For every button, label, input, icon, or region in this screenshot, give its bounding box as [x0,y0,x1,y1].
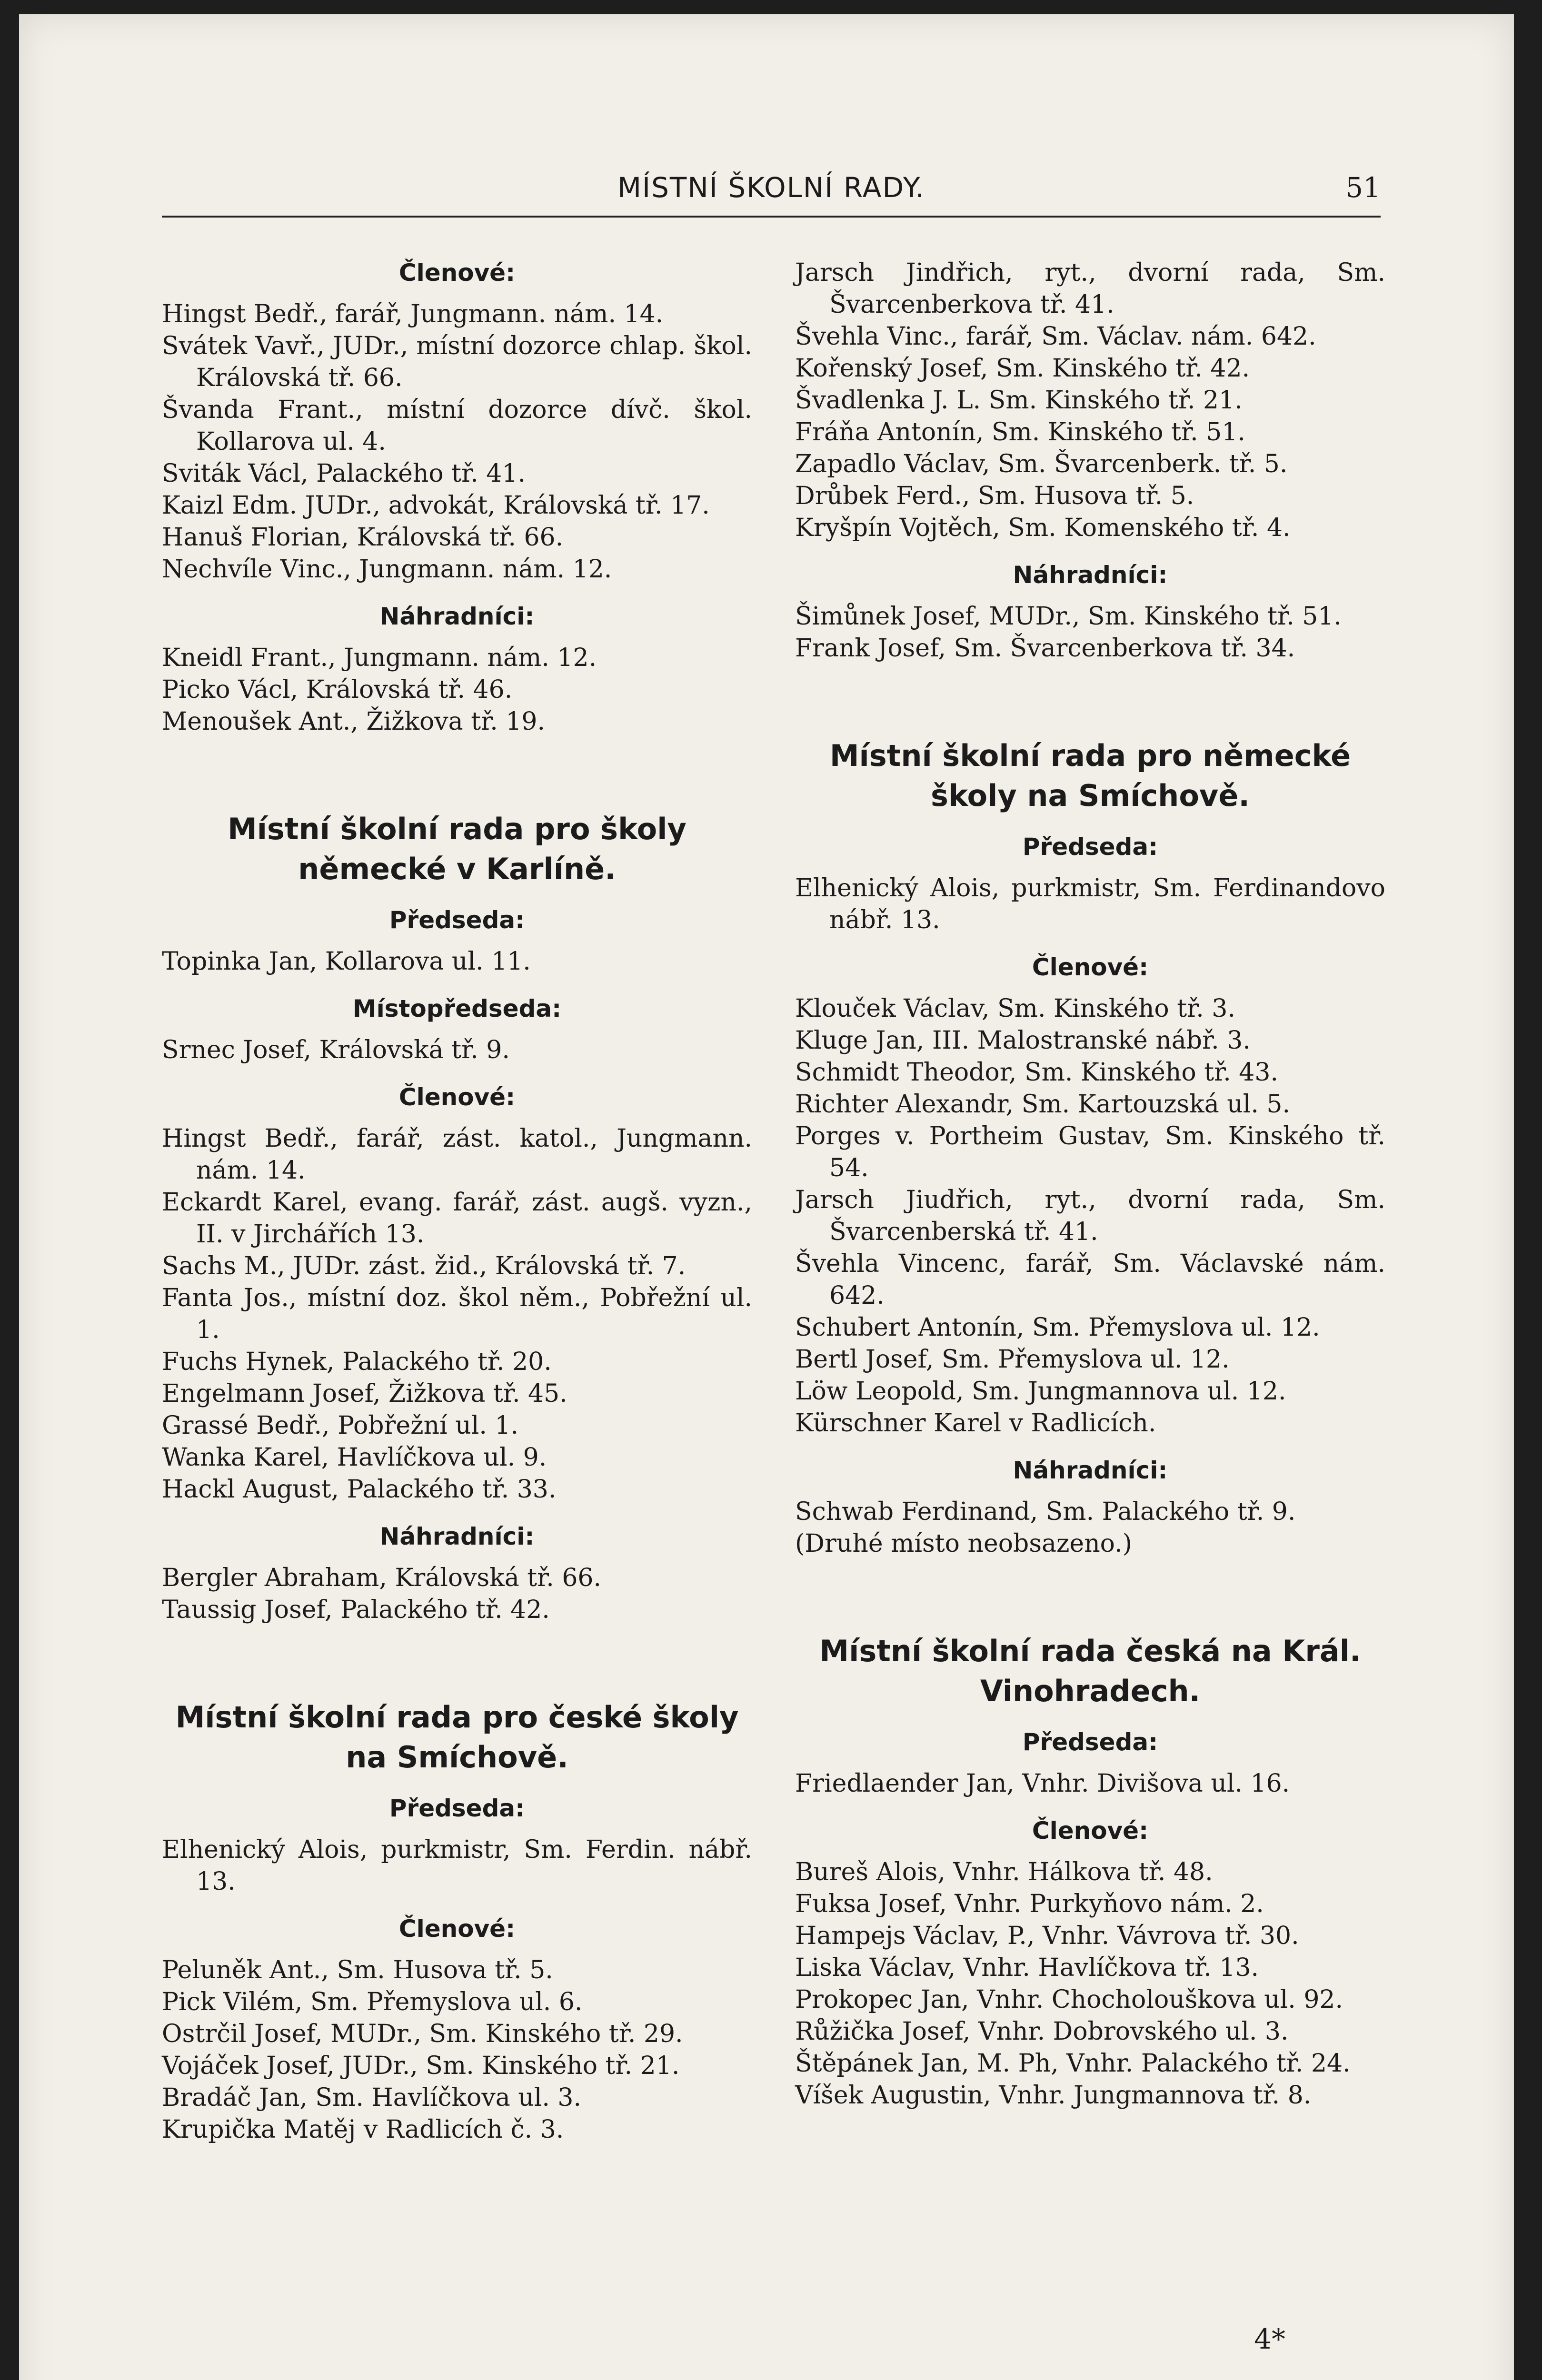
left-block-1 [162,257,752,738]
section-title: Místní školní rada pro české školy na Smíchově. [175,1700,739,1775]
list-item: Sachs M., JUDr. zást. žid., Královská tř. 7. [162,1252,686,1280]
list-item: Bureš Alois, Vnhr. Hálkova tř. 48. [795,1858,1213,1886]
left-block-3 [162,1697,752,2146]
list-item: Grassé Bedř., Pobřežní ul. 1. [162,1411,519,1440]
list-item: Hampejs Václav, P., Vnhr. Vávrova tř. 30. [795,1922,1299,1950]
section-title: Místní školní rada česká na Král. Vinohradech. [819,1634,1361,1708]
list-item: Fuksa Josef, Vnhr. Purkyňovo nám. 2. [795,1890,1264,1918]
list-item: Eckardt Karel, evang. farář, zást. augš. vyzn., II. v Jirchářích 13. [162,1188,752,1249]
list-item: Schmidt Theodor, Sm. Kinského tř. 43. [795,1058,1278,1087]
list-item: Hingst Bedř., farář, zást. katol., Jungmann. nám. 14. [162,1124,752,1185]
list-item: Menoušek Ant., Žižkova tř. 19. [162,707,546,736]
members-heading: Členové: [398,1083,516,1111]
list-item: Kneidl Frant., Jungmann. nám. 12. [162,644,597,672]
right-block-3 [795,1631,1385,2112]
right-block-1 [795,257,1385,664]
vice-chair-heading: Místopředseda: [352,995,562,1022]
list-item: Porges v. Portheim Gustav, Sm. Kinského tř. 54. [795,1122,1385,1182]
list-item: Svátek Vavř., JUDr., místní dozorce chlap. škol. Královská tř. 66. [162,332,752,392]
header-rule [162,216,1381,218]
list-item: Schubert Antonín, Sm. Přemyslova ul. 12. [795,1313,1320,1342]
page-header-title: MÍSTNÍ ŠKOLNÍ RADY. [617,171,925,204]
list-item: Jarsch Jiudřich, ryt., dvorní rada, Sm. Švarcenberská tř. 41. [795,1186,1385,1246]
list-item: Fráňa Antonín, Sm. Kinského tř. 51. [795,418,1245,446]
list-item: Kaizl Edm. JUDr., advokát, Královská tř. 17. [162,491,710,520]
book-page [19,14,1514,2380]
list-item: Pick Vilém, Sm. Přemyslova ul. 6. [162,1988,583,2016]
chair-heading: Předseda: [389,1795,525,1822]
list-item: Elhenický Alois, purkmistr, Sm. Ferdin. nábř. 13. [162,1835,752,1896]
list-item: Elhenický Alois, purkmistr, Sm. Ferdinandovo nábř. 13. [795,874,1385,934]
list-item: Srnec Josef, Královská tř. 9. [162,1036,510,1064]
list-item: Kürschner Karel v Radlicích. [795,1409,1156,1438]
list-item: Hanuš Florian, Královská tř. 66. [162,523,564,552]
signature-mark: 4* [1254,2323,1285,2355]
list-item: Friedlaender Jan, Vnhr. Divišova ul. 16. [795,1769,1290,1798]
list-item: Jarsch Jindřich, ryt., dvorní rada, Sm. Švarcenberkova tř. 41. [795,258,1385,319]
list-item: Vojáček Josef, JUDr., Sm. Kinského tř. 21. [162,2052,680,2080]
list-item: Švanda Frant., místní dozorce dívč. škol. Kollarova ul. 4. [162,396,752,456]
chair-heading: Předseda: [389,906,525,934]
list-item: Richter Alexandr, Sm. Kartouzská ul. 5. [795,1090,1291,1119]
left-column [162,257,752,2146]
list-item: Wanka Karel, Havlíčkova ul. 9. [162,1443,547,1472]
list-item: Schwab Ferdinand, Sm. Palackého tř. 9. [795,1497,1296,1526]
page-number: 51 [1345,171,1381,204]
substitutes-heading: Náhradníci: [1013,1457,1168,1484]
list-item: Švehla Vinc., farář, Sm. Václav. nám. 642. [795,322,1316,351]
list-item: Hackl August, Palackého tř. 33. [162,1475,557,1504]
list-item: Topinka Jan, Kollarova ul. 11. [162,947,531,976]
chair-heading: Předseda: [1022,833,1158,861]
running-head [162,164,1381,221]
list-item: (Druhé místo neobsazeno.) [795,1529,1132,1558]
left-block-2 [162,809,752,1626]
list-item: Ostrčil Josef, MUDr., Sm. Kinského tř. 29. [162,2020,683,2048]
list-item: Fuchs Hynek, Palackého tř. 20. [162,1348,552,1376]
list-item: Švehla Vincenc, farář, Sm. Václavské nám. 642. [795,1250,1385,1310]
list-item: Peluněk Ant., Sm. Husova tř. 5. [162,1956,553,1984]
list-item: Štěpánek Jan, M. Ph, Vnhr. Palackého tř. 24. [795,2049,1351,2078]
list-item: Víšek Augustin, Vnhr. Jungmannova tř. 8. [795,2081,1312,2110]
list-item: Kryšpín Vojtěch, Sm. Komenského tř. 4. [795,514,1291,542]
list-item: Krupička Matěj v Radlicích č. 3. [162,2115,564,2144]
list-item: Liska Václav, Vnhr. Havlíčkova tř. 13. [795,1954,1259,1982]
right-block-2 [795,736,1385,1560]
list-item: Bradáč Jan, Sm. Havlíčkova ul. 3. [162,2083,582,2112]
list-item: Švadlenka J. L. Sm. Kinského tř. 21. [795,386,1243,415]
list-item: Hingst Bedř., farář, Jungmann. nám. 14. [162,300,664,328]
list-item: Bertl Josef, Sm. Přemyslova ul. 12. [795,1345,1230,1374]
members-heading: Členové: [398,1915,516,1943]
list-item: Klouček Václav, Sm. Kinského tř. 3. [795,994,1235,1023]
list-item: Nechvíle Vinc., Jungmann. nám. 12. [162,555,612,584]
list-item: Kořenský Josef, Sm. Kinského tř. 42. [795,354,1250,383]
substitutes-heading: Náhradníci: [1013,561,1168,589]
substitutes-heading: Náhradníci: [379,603,535,630]
list-item: Prokopec Jan, Vnhr. Chocholouškova ul. 92. [795,1985,1343,2014]
list-item: Zapadlo Václav, Sm. Švarcenberk. tř. 5. [795,450,1288,478]
members-heading: Členové: [1032,1817,1149,1844]
list-item: Šimůnek Josef, MUDr., Sm. Kinského tř. 51. [795,602,1342,631]
right-column [795,257,1385,2112]
members-heading: Členové: [1032,953,1149,981]
section-title: Místní školní rada pro školy německé v Karlíně. [228,812,686,886]
list-item: Bergler Abraham, Královská tř. 66. [162,1564,602,1592]
list-item: Růžička Josef, Vnhr. Dobrovského ul. 3. [795,2017,1289,2046]
list-item: Picko Václ, Královská tř. 46. [162,675,513,704]
list-item: Frank Josef, Sm. Švarcenberkova tř. 34. [795,634,1295,663]
list-item: Fanta Jos., místní doz. škol něm., Pobřežní ul. 1. [162,1284,752,1344]
list-item: Taussig Josef, Palackého tř. 42. [162,1596,550,1624]
list-item: Löw Leopold, Sm. Jungmannova ul. 12. [795,1377,1286,1406]
members-heading: Členové: [398,259,516,287]
substitutes-heading: Náhradníci: [379,1523,535,1550]
list-item: Kluge Jan, III. Malostranské nábř. 3. [795,1026,1251,1055]
list-item: Sviták Václ, Palackého tř. 41. [162,459,526,488]
section-title: Místní školní rada pro německé školy na Smíchově. [829,738,1351,813]
list-item: Engelmann Josef, Žižkova tř. 45. [162,1379,567,1408]
list-item: Drůbek Ferd., Sm. Husova tř. 5. [795,482,1194,510]
chair-heading: Předseda: [1022,1728,1158,1756]
